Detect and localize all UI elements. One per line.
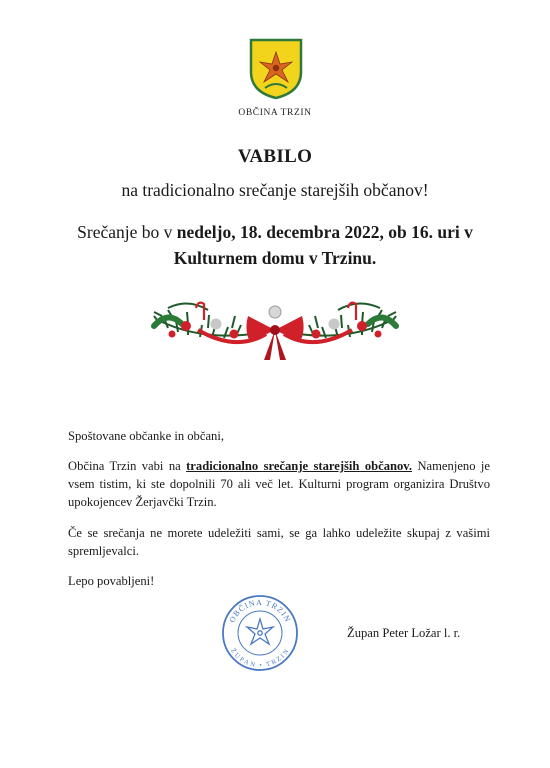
- christmas-garland-icon: [148, 290, 402, 368]
- crest-label: OBČINA TRZIN: [238, 108, 312, 118]
- subtitle: na tradicionalno srečanje starejših občanov!: [121, 180, 429, 200]
- paragraph-companions: Če se srečanja ne morete udeležiti sami, se ga lahko udeležite skupaj z vašimi spremljevalci.: [68, 526, 490, 558]
- stamp-top-text: OBČINA TRZIN: [227, 597, 293, 624]
- announce-details: nedeljo, 18. decembra 2022, ob 16. uri v Kulturnem domu v Trzinu.: [173, 222, 473, 268]
- para1-prefix: Občina Trzin vabi na: [68, 459, 187, 473]
- para1-highlight: tradicionalno srečanje starejših občanov.: [186, 459, 413, 473]
- official-stamp-icon: [220, 593, 300, 673]
- signature: Župan Peter Ložar l. r.: [347, 626, 461, 640]
- greeting: Spoštovane občanke in občani,: [68, 429, 224, 443]
- paragraph-invite: [68, 457, 490, 511]
- para1-suffix: Namenjeno je vsem tistim, ki ste dopolnili 70 ali več let. Kulturni program organizira Društvo upokojencev Žerjavčki Trzin.: [68, 459, 490, 509]
- page-title: VABILO: [237, 146, 313, 167]
- svg-text:ŽUPAN • TRZIN: [229, 647, 291, 669]
- municipality-crest-icon: [249, 38, 303, 100]
- stamp-bottom-text: ŽUPAN • TRZIN: [229, 647, 291, 670]
- closing-line: Lepo povabljeni!: [68, 574, 155, 588]
- announce-prefix: Srečanje bo v: [77, 222, 177, 242]
- event-announcement: [40, 219, 510, 271]
